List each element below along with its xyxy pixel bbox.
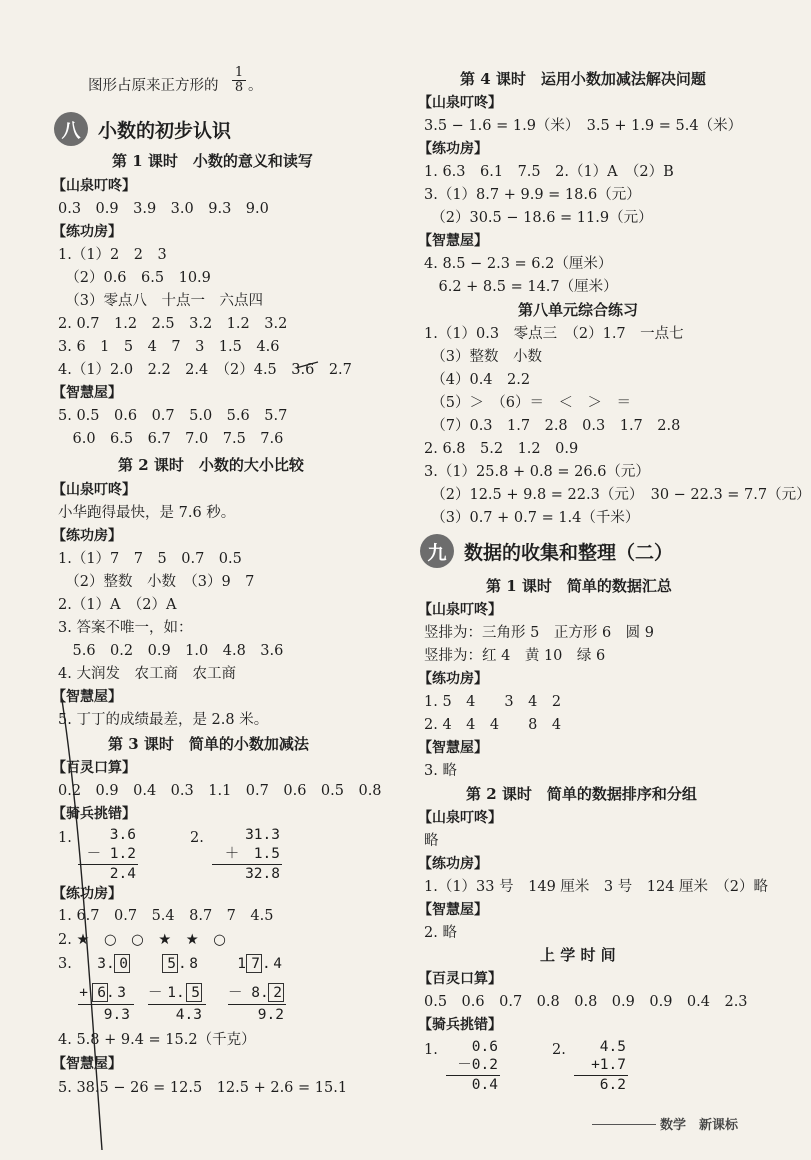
answer-line: （5）＞ （6）＝ ＜ ＞ ＝	[424, 395, 631, 411]
lesson-title: 第八单元综合练习	[518, 301, 639, 319]
section-label: 【练功房】	[418, 141, 488, 157]
answer-line: 3. 略	[424, 763, 457, 779]
calc-digit: 1	[237, 956, 246, 972]
answer-line: 2. 0.7 1.2 2.5 3.2 1.2 3.2	[58, 316, 288, 332]
lesson-title: 上 学 时 间	[540, 946, 616, 964]
unit-9-title: 数据的收集和整理（二）	[464, 541, 674, 564]
answer-line: 2. 6.8 5.2 1.2 0.9	[424, 441, 579, 457]
unit-8-badge: 八	[54, 112, 88, 146]
problem-number: 1.	[58, 830, 72, 846]
vertical-operand: －0.2	[457, 1057, 498, 1073]
vertical-result: 4.3	[175, 1007, 202, 1023]
section-label: 【练功房】	[418, 671, 488, 687]
lesson-title: 第 2 课时 小数的大小比较	[118, 456, 304, 474]
answer-line: 2.（1）A （2）A	[58, 597, 177, 613]
footer-rule	[592, 1124, 656, 1125]
answer-line: 5. 丁丁的成绩最差，是 2.8 米。	[58, 712, 269, 728]
section-label: 【练功房】	[418, 856, 488, 872]
problem-number: 2.	[552, 1042, 566, 1058]
section-label: 【山泉叮咚】	[418, 810, 502, 826]
calc-digit: 1	[167, 985, 176, 1001]
answer-line: 5.6 0.2 0.9 1.0 4.8 3.6	[58, 643, 284, 659]
answer-line: 3.5 − 1.6 = 1.9（米） 3.5 + 1.9 = 5.4（米）	[424, 118, 743, 134]
answer-line: 1.（1）33 号 149 厘米 3 号 124 厘米 （2）略	[424, 879, 768, 895]
calc-digit: 3	[97, 956, 106, 972]
lesson-title: 第 1 课时 简单的数据汇总	[486, 577, 672, 595]
calc-digit: 5	[167, 956, 176, 972]
answer-line: 0.3 0.9 3.9 3.0 9.3 9.0	[58, 201, 269, 217]
answer-line: 4. 5.8 + 9.4 = 15.2（千克）	[58, 1032, 256, 1048]
section-label: 【练功房】	[52, 528, 122, 544]
calc-digit: 8	[189, 956, 198, 972]
answer-line: 3. 6 1 5 4 7 3 1.5 4.6	[58, 339, 280, 355]
section-label: 【山泉叮咚】	[52, 482, 136, 498]
section-label: 【山泉叮咚】	[418, 602, 502, 618]
calc-operator: －	[228, 985, 243, 1001]
problem-number: 2.	[190, 830, 204, 846]
calc-digit: 7	[251, 956, 260, 972]
answer-line: （3）整数 小数	[424, 349, 542, 365]
intro-fraction	[232, 66, 246, 95]
problem-number: 3.	[58, 956, 72, 972]
fraction-denominator: 8	[232, 80, 246, 95]
unit-8-title: 小数的初步认识	[98, 119, 232, 142]
answer-line: （7）0.3 1.7 2.8 0.3 1.7 2.8	[424, 418, 681, 434]
answer-line: 2. 略	[424, 925, 457, 941]
answer-line: 0.5 0.6 0.7 0.8 0.8 0.9 0.9 0.4 2.3	[424, 994, 748, 1010]
answer-line: （2）12.5 + 9.8 = 22.3（元） 30 − 22.3 = 7.7（元）	[424, 487, 811, 503]
answer-line: 1.（1）0.3 零点三 （2）1.7 一点七	[424, 326, 684, 342]
calc-digit: 4	[273, 956, 282, 972]
calc-digit: 6	[97, 985, 106, 1001]
section-label: 【山泉叮咚】	[52, 178, 136, 194]
section-label: 【智慧屋】	[418, 740, 488, 756]
footer-label: 数学 新课标	[660, 1118, 739, 1133]
vertical-result: 2.4	[109, 866, 136, 882]
vertical-result: 6.2	[599, 1077, 626, 1093]
calc-line	[78, 1004, 134, 1005]
calc-digit: 8	[251, 985, 260, 1001]
vertical-operand: +1.7	[591, 1057, 626, 1073]
calc-digit: 2	[273, 985, 282, 1001]
answer-line: 3. 答案不唯一，如：	[58, 620, 193, 636]
unit-9-heading	[420, 534, 673, 568]
answer-line: （3）零点八 十点一 六点四	[58, 293, 263, 309]
answer-line: 3.（1）8.7 + 9.9 = 18.6（元）	[424, 187, 641, 203]
answer-line: 6.2 + 8.5 = 14.7（厘米）	[424, 279, 618, 295]
answer-line: （2）整数 小数 （3）9 7	[58, 574, 255, 590]
calc-digit: 5	[191, 985, 200, 1001]
lesson-title: 第 3 课时 简单的小数加减法	[108, 735, 309, 753]
answer-line: 4.（1）2.0 2.2 2.4 （2）4.5 3.6 2.7	[58, 362, 352, 378]
calc-digit: 3	[117, 985, 126, 1001]
answer-line: 1.（1）2 2 3	[58, 247, 167, 263]
answer-line: （4）0.4 2.2	[424, 372, 531, 388]
answer-line: 3.（1）25.8 + 0.8 = 26.6（元）	[424, 464, 650, 480]
calc-digit: 0	[119, 956, 128, 972]
unit-8-heading	[54, 112, 231, 146]
answer-line: 6.0 6.5 6.7 7.0 7.5 7.6	[58, 431, 284, 447]
answer-line: 1. 6.7 0.7 5.4 8.7 7 4.5	[58, 908, 274, 924]
intro-text: 图形占原来正方形的	[88, 78, 219, 94]
lesson-title: 第 1 课时 小数的意义和读写	[112, 152, 313, 170]
vertical-result: 0.4	[471, 1077, 498, 1093]
section-label: 【骑兵挑错】	[52, 806, 136, 822]
section-label: 【智慧屋】	[418, 233, 488, 249]
problem-number: 1.	[424, 1042, 438, 1058]
section-label: 【百灵口算】	[52, 760, 136, 776]
calc-line	[228, 1004, 286, 1005]
section-label: 【智慧屋】	[418, 902, 488, 918]
calc-operator: －	[148, 985, 163, 1001]
section-label: 【练功房】	[52, 886, 122, 902]
section-label: 【智慧屋】	[52, 385, 122, 401]
answer-line: 2. ★ ○ ○ ★ ★ ○	[58, 932, 226, 948]
lesson-title: 第 4 课时 运用小数加减法解决问题	[460, 70, 706, 88]
vertical-result: 32.8	[245, 866, 280, 882]
answer-line: 略	[424, 833, 439, 849]
answer-line: 5. 38.5 − 26 = 12.5 12.5 + 2.6 = 15.1	[58, 1080, 348, 1096]
fraction-numerator: 1	[234, 65, 244, 80]
vertical-operand: ＋ 1.5	[224, 846, 280, 862]
answer-line: 4. 大润发 农工商 农工商	[58, 666, 236, 682]
section-label: 【骑兵挑错】	[418, 1017, 502, 1033]
vertical-operand: 0.6	[471, 1039, 498, 1055]
vertical-operand: 31.3	[245, 827, 280, 843]
section-label: 【智慧屋】	[52, 1056, 122, 1072]
calc-line	[148, 1004, 206, 1005]
answer-line: （2）0.6 6.5 10.9	[58, 270, 211, 286]
answer-line: 竖排为：三角形 5 正方形 6 圆 9	[424, 625, 655, 641]
answer-line: 1. 6.3 6.1 7.5 2.（1）A （2）B	[424, 164, 674, 180]
vertical-operand: 3.6	[109, 827, 136, 843]
vertical-result: 9.3	[103, 1007, 130, 1023]
vertical-operand: － 1.2	[86, 846, 136, 862]
calc-operator: +	[79, 985, 88, 1001]
unit-9-badge: 九	[420, 534, 454, 568]
answer-line: 竖排为：红 4 黄 10 绿 6	[424, 648, 606, 664]
answer-line: 1.（1）7 7 5 0.7 0.5	[58, 551, 242, 567]
section-label: 【练功房】	[52, 224, 122, 240]
answer-line: 5. 0.5 0.6 0.7 5.0 5.6 5.7	[58, 408, 288, 424]
answer-line: 1. 5 4 3 4 2	[424, 694, 562, 710]
lesson-title: 第 2 课时 简单的数据排序和分组	[466, 785, 697, 803]
answer-line: 4. 8.5 − 2.3 = 6.2（厘米）	[424, 256, 613, 272]
answer-line: 2. 4 4 4 8 4	[424, 717, 562, 733]
intro-tail: 。	[248, 78, 263, 94]
vertical-result: 9.2	[257, 1007, 284, 1023]
section-label: 【百灵口算】	[418, 971, 502, 987]
answer-line: （3）0.7 + 0.7 = 1.4（千米）	[424, 510, 640, 526]
answer-line: 小华跑得最快，是 7.6 秒。	[58, 505, 236, 521]
answer-line: （2）30.5 − 18.6 = 11.9（元）	[424, 210, 653, 226]
answer-page: 图形占原来正方形的 $\frac{1}{8}$ 。 八 小数的初步认识 第 1 课时 小数的意义和读写 【山泉叮咚】 0.3 0.9 3.9 3.0 9.3 9.0 【练功房】 1.（1）2 2 3 （2）0.6 6.5 10.9 （3）零点八 十点一 六点四 2. 0.7 1.2 2.5 3.2 1.2 3.2 3. 6 1 5 4 7 3 1.5 4.6 4.（1）2.0 2.2 2.4 （2）4.5 3.6 2.7 【智慧屋】 5. 0.5 0.6 0.7 5.0 5.6 5.7 6.0 6.5 6.7 7.0 7.5 7.6 第 2 课时 小数的大小比较 【山泉叮咚】 小华跑得最快，是 7.6 秒。 【练功房】 1.（1）7 7 5 0.7 0.5 （2）整数 小数 （3）9 7 2.（1）A （2）A 3. 答案不唯一，如： 5.6 0.2 0.9 1.0 4.8 3.6 4. 大润发 农工商 农工商 【智慧屋】 5. 丁丁的成绩最差，是 2.8 米。 第 3 课时 简单的小数加减法 【百灵口算】 0.2 0.9 0.4 0.3 1.1 0.7 0.6 0.5 0.8 【骑兵挑错】 1. 3.6 － 1.2 2.4 2. 31.3 ＋ 1.5 32.8 【练功房】 1. 6.7 0.7 5.4 8.7 7 4.5 2. ★ ○ ○ ★ ★ ○ 3. 3 . 0 + 6 . 3 9.3 5 . 8 － 1 . 5 4.3 1 7 . 4 － 8 . 2 9.2 4. 5.8 + 9.4 = 15.2（千克） 【智慧屋】 5. 38.5 − 26 = 12.5 12.5 + 2.6 = 15.1 第 4 课时 运用小数加减法解决问题 【山泉叮咚】 3.5 − 1.6 = 1.9（米） 3.5 + 1.9 = 5.4（米） 【练功房】 1. 6.3 6.1 7.5 2.（1）A （2）B 3.（1）8.7 + 9.9 = 18.6（元） （2）30.5 − 18.6 = 11.9（元） 【智慧屋】 4. 8.5 − 2.3 = 6.2（厘米） 6.2 + 8.5 = 14.7（厘米） 第八单元综合练习 1.（1）0.3 零点三 （2）1.7 一点七 （3）整数 小数 （4）0.4 2.2 （5）＞ （6）＝ ＜ ＞ ＝ （7）0.3 1.7 2.8 0.3 1.7 2.8 2. 6.8 5.2 1.2 0.9 3.（1）25.8 + 0.8 = 26.6（元） （2）12.5 + 9.8 = 22.3（元） 30 − 22.3 = 7.7（元） （3）0.7 + 0.7 = 1.4（千米） 九 数据的收集和整理（二） 第 1 课时 简单的数据汇总 【山泉叮咚】 竖排为：三角形 5 正方形 6 圆 9 竖排为：红 4 黄 10 绿 6 【练功房】 1. 5 4 3 4 2 2. 4 4 4 8 4 【智慧屋】 3. 略 第 2 课时 简单的数据排序和分组 【山泉叮咚】 略 【练功房】 1.（1）33 号 149 厘米 3 号 124 厘米 （2）略 【智慧屋】 2. 略 上 学 时 间 【百灵口算】 0.5 0.6 0.7 0.8 0.8 0.9 0.9 0.4 2.3 【骑兵挑错】 1. 0.6 －0.2 0.4 2. 4.5 +1.7 6.2 数学 新课标	[0, 0, 750, 1160]
vertical-operand: 4.5	[599, 1039, 626, 1055]
answer-line: 0.2 0.9 0.4 0.3 1.1 0.7 0.6 0.5 0.8	[58, 783, 382, 799]
section-label: 【智慧屋】	[52, 689, 122, 705]
section-label: 【山泉叮咚】	[418, 95, 502, 111]
